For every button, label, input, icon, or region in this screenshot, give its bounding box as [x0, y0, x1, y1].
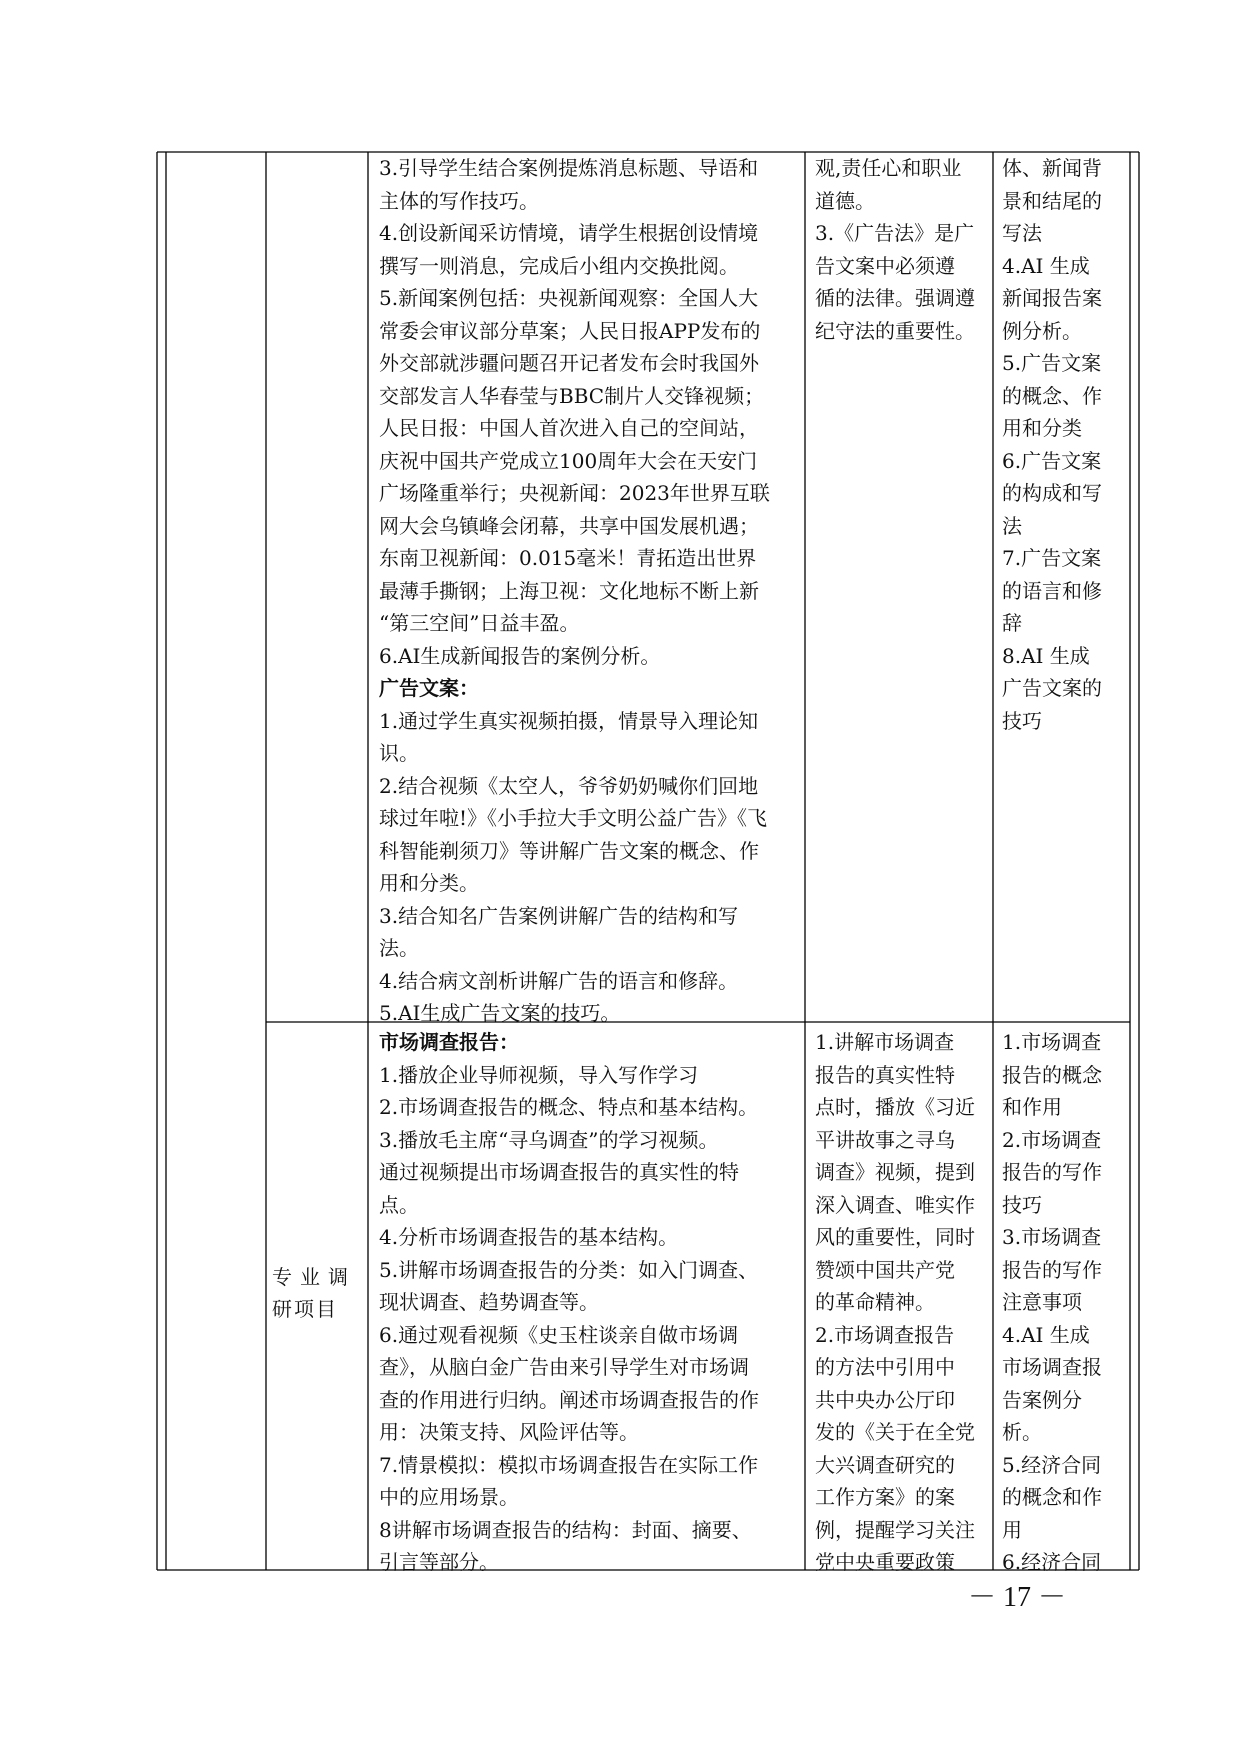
key-point-line: 6.经济合同	[1002, 1550, 1102, 1574]
content-line: 庆祝中国共产党成立100周年大会在天安门	[379, 448, 758, 473]
ideology-line: 的方法中引用中	[815, 1355, 955, 1379]
content-line: 识。	[379, 741, 419, 765]
key-point-line: 1.市场调查	[1002, 1030, 1102, 1054]
content-line: 中的应用场景。	[379, 1485, 519, 1509]
key-point-line: 注意事项	[1002, 1290, 1082, 1314]
ideology-line: 风的重要性，同时	[815, 1225, 975, 1249]
ideology-line: 报告的真实性特	[815, 1062, 955, 1087]
key-point-line: 用和分类	[1002, 416, 1082, 440]
content-line: 最薄手撕钢；上海卫视：文化地标不断上新	[379, 578, 759, 603]
key-point-line: 的语言和修	[1002, 578, 1102, 603]
key-point-line: 2.市场调查	[1002, 1127, 1102, 1152]
ideology-line: 例，提醒学习关注	[815, 1517, 975, 1542]
key-point-line: 报告的写作	[1002, 1160, 1102, 1184]
key-point-line: 报告的写作	[1002, 1257, 1102, 1282]
content-line: 网大会乌镇峰会闭幕，共享中国发展机遇；	[379, 513, 759, 538]
key-point-line: 例分析。	[1002, 318, 1082, 343]
key-point-line: 的构成和写	[1002, 481, 1102, 505]
content-line: 外交部就涉疆问题召开记者发布会时我国外	[379, 351, 759, 375]
content-line: 用和分类。	[379, 871, 479, 895]
content-line: 科智能剃须刀》等讲解广告文案的概念、作	[379, 838, 759, 863]
content-line: 交部发言人华春莹与BBC制片人交锋视频；	[379, 383, 765, 408]
ideology-line: 2.市场调查报告	[815, 1322, 955, 1347]
content-line: 通过视频提出市场调查报告的真实性的特	[379, 1160, 739, 1184]
key-point-line: 报告的概念	[1002, 1062, 1102, 1087]
key-point-line: 写法	[1002, 221, 1042, 245]
content-line: 3.结合知名广告案例讲解广告的结构和写	[379, 903, 739, 928]
content-line: 4.创设新闻采访情境，请学生根据创设情境	[379, 221, 759, 245]
content-line: 4.结合病文剖析讲解广告的语言和修辞。	[379, 968, 739, 993]
key-point-line: 用	[1002, 1517, 1022, 1542]
content-line: 5.新闻案例包括：央视新闻观察：全国人大	[379, 286, 759, 310]
content-line: 常委会审议部分草案；人民日报APP发布的	[379, 318, 761, 343]
ideology-line: 党中央重要政策	[815, 1550, 955, 1574]
key-point-line: 3.市场调查	[1002, 1225, 1102, 1249]
ideology-line: 的革命精神。	[815, 1290, 935, 1314]
ideology-line: 深入调查、唯实作	[815, 1192, 975, 1217]
key-point-line: 8.AI 生成	[1002, 643, 1090, 668]
content-line: 引言等部分。	[379, 1550, 499, 1574]
ideology-line: 赞颂中国共产党	[815, 1257, 955, 1282]
content-line: 主体的写作技巧。	[379, 188, 539, 213]
ideology-line: 循的法律。强调遵	[815, 286, 975, 310]
key-point-line: 告案例分	[1002, 1387, 1082, 1412]
key-point-line: 新闻报告案	[1002, 286, 1102, 310]
key-point-line: 和作用	[1002, 1095, 1062, 1119]
project-label-line: 专业调	[272, 1265, 356, 1289]
content-line: 1.播放企业导师视频，导入写作学习	[379, 1062, 699, 1087]
ideology-line: 1.讲解市场调查	[815, 1030, 955, 1054]
content-line: 查》，从脑白金广告由来引导学生对市场调	[379, 1355, 749, 1379]
key-point-line: 的概念、作	[1002, 383, 1102, 408]
key-point-line: 市场调查报	[1002, 1355, 1102, 1379]
ideology-cell-b	[815, 1026, 991, 1579]
content-line: 东南卫视新闻：0.015毫米！青拓造出世界	[379, 546, 757, 570]
key-point-line: 法	[1002, 513, 1022, 538]
project-label-cell	[272, 1261, 368, 1325]
key-point-line: 析。	[1002, 1420, 1042, 1444]
content-line: 5.AI生成广告文案的技巧。	[379, 1001, 621, 1025]
ideology-line: 平讲故事之寻乌	[815, 1127, 955, 1152]
key-point-line: 7.广告文案	[1002, 546, 1102, 570]
key-point-line: 6.广告文案	[1002, 448, 1102, 473]
content-line: 6.AI生成新闻报告的案例分析。	[379, 643, 661, 668]
content-line: 4.分析市场调查报告的基本结构。	[379, 1225, 679, 1249]
content-line: 法。	[379, 936, 419, 960]
ideology-line: 告文案中必须遵	[815, 253, 955, 278]
content-line: 查的作用进行归纳。阐述市场调查报告的作	[379, 1387, 759, 1412]
key-points-cell-b	[1002, 1026, 1120, 1579]
content-line: 7.情景模拟：模拟市场调查报告在实际工作	[379, 1452, 759, 1477]
key-points-cell-a	[1002, 152, 1120, 737]
content-line: 2.市场调查报告的概念、特点和基本结构。	[379, 1095, 759, 1119]
content-line: “第三空间”日益丰盈。	[379, 611, 580, 635]
key-point-line: 辞	[1002, 611, 1022, 635]
content-line: 现状调查、趋势调查等。	[379, 1290, 599, 1314]
key-point-line: 技巧	[1002, 708, 1042, 733]
key-point-line: 技巧	[1002, 1192, 1042, 1217]
content-line: 点。	[379, 1192, 419, 1217]
key-point-line: 4.AI 生成	[1002, 1322, 1090, 1347]
ideology-cell-a	[815, 152, 991, 347]
content-line: 广场隆重举行；央视新闻：2023年世界互联	[379, 481, 770, 505]
ideology-line: 工作方案》的案	[815, 1485, 955, 1509]
key-point-line: 5.广告文案	[1002, 351, 1102, 375]
key-point-line: 体、新闻背	[1002, 156, 1102, 180]
page-number: － 17 －	[968, 1582, 1067, 1613]
content-line: 球过年啦!》《小手拉大手文明公益广告》《飞	[379, 806, 768, 830]
ideology-line: 调查》视频，提到	[815, 1160, 975, 1184]
key-point-line: 5.经济合同	[1002, 1452, 1102, 1477]
ideology-line: 纪守法的重要性。	[815, 318, 975, 343]
content-line: 撰写一则消息，完成后小组内交换批阅。	[379, 253, 739, 278]
project-label-line: 研项目	[272, 1297, 338, 1321]
content-line: 用：决策支持、风险评估等。	[379, 1420, 639, 1444]
ideology-line: 发的《关于在全党	[815, 1420, 975, 1444]
content-line: 8讲解市场调查报告的结构：封面、摘要、	[379, 1517, 752, 1542]
ideology-line: 点时，播放《习近	[815, 1095, 975, 1119]
ideology-line: 道德。	[815, 188, 875, 213]
content-line: 5.讲解市场调查报告的分类：如入门调查、	[379, 1257, 759, 1282]
key-point-line: 广告文案的	[1002, 676, 1102, 700]
content-line: 2.结合视频《太空人，爷爷奶奶喊你们回地	[379, 773, 759, 798]
content-line: 3.引导学生结合案例提炼消息标题、导语和	[379, 156, 759, 180]
key-point-line: 景和结尾的	[1002, 188, 1102, 213]
ideology-line: 大兴调查研究的	[815, 1452, 955, 1477]
key-point-line: 的概念和作	[1002, 1485, 1102, 1509]
ideology-line: 3.《广告法》是广	[815, 221, 975, 245]
content-line: 人民日报：中国人首次进入自己的空间站，	[379, 416, 759, 440]
content-line: 1.通过学生真实视频拍摄，情景导入理论知	[379, 708, 759, 733]
content-line: 3.播放毛主席“寻乌调查”的学习视频。	[379, 1127, 719, 1152]
content-line: 6.通过观看视频《史玉柱谈亲自做市场调	[379, 1322, 739, 1347]
ideology-line: 共中央办公厅印	[815, 1387, 955, 1412]
section-heading: 广告文案：	[379, 676, 479, 700]
key-point-line: 4.AI 生成	[1002, 253, 1090, 278]
teaching-content-cell-b	[379, 1026, 803, 1579]
section-heading: 市场调查报告：	[379, 1030, 519, 1054]
teaching-content-cell-a	[379, 152, 803, 1030]
ideology-line: 观,责任心和职业	[815, 156, 962, 180]
